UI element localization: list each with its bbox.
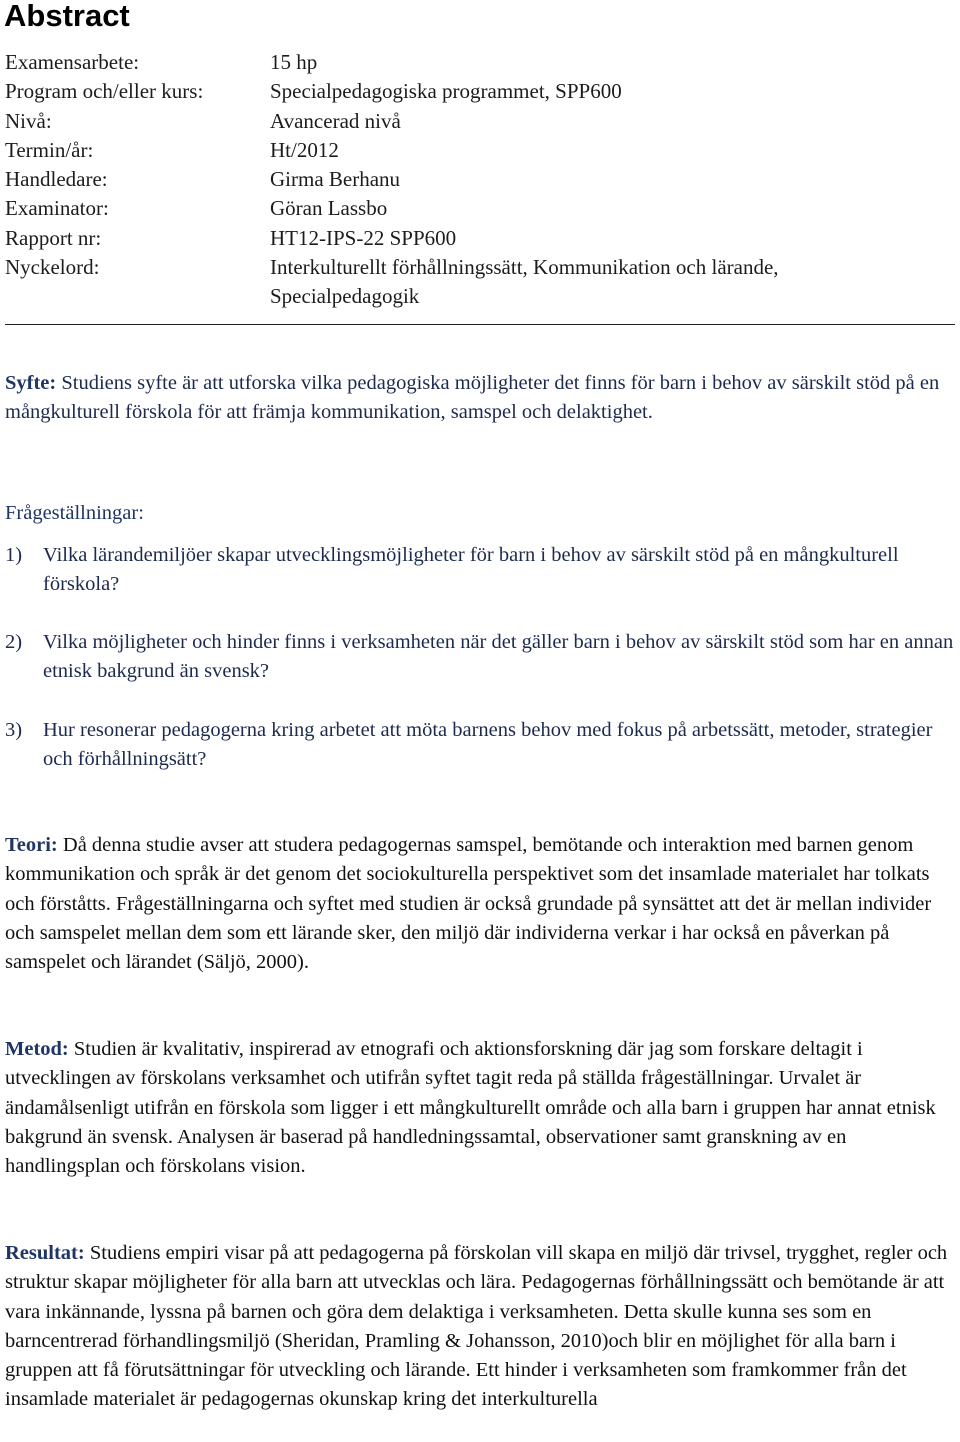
metadata-table bbox=[5, 48, 955, 311]
meta-value: 15 hp bbox=[270, 50, 318, 74]
teori-paragraph bbox=[5, 831, 957, 977]
questions-heading: Frågeställningar: bbox=[5, 502, 144, 524]
meta-value: Interkulturellt förhållningssätt, Kommunikation och lärande, Specialpedagogik bbox=[270, 255, 779, 309]
syfte-text: Studiens syfte är att utforska vilka pedagogiska möjligheter det finns för barn i behov av särskilt stöd på en mångkulturell förskola för att främja kommunikation, samspel och delaktighet. bbox=[5, 372, 940, 424]
question-text: Vilka möjligheter och hinder finns i verksamheten när det gäller barn i behov av särskilt stöd som har en annan etnisk bakgrund än svensk? bbox=[43, 631, 954, 683]
meta-row bbox=[5, 107, 955, 136]
metod-paragraph bbox=[5, 1035, 957, 1181]
syfte-label: Syfte: bbox=[5, 372, 57, 394]
meta-label: Nivå: bbox=[5, 108, 52, 133]
meta-label: Nyckelord: bbox=[5, 255, 100, 280]
metod-label: Metod: bbox=[5, 1038, 69, 1060]
meta-row bbox=[5, 136, 955, 165]
resultat-label: Resultat: bbox=[5, 1242, 85, 1264]
question-item bbox=[5, 541, 957, 600]
meta-label: Handledare: bbox=[5, 167, 108, 192]
syfte-paragraph bbox=[5, 369, 957, 428]
question-item bbox=[5, 628, 957, 687]
meta-label: Rapport nr: bbox=[5, 225, 102, 250]
abstract-heading: Abstract bbox=[4, 0, 130, 33]
question-text: Vilka lärandemiljöer skapar utvecklingsmöjligheter för barn i behov av särskilt stöd på en mångkulturell förskola? bbox=[43, 544, 899, 596]
meta-row bbox=[5, 253, 955, 311]
meta-row bbox=[5, 165, 955, 194]
meta-row bbox=[5, 224, 955, 253]
teori-label: Teori: bbox=[5, 834, 58, 856]
meta-value: Girma Berhanu bbox=[270, 167, 401, 192]
meta-value: Ht/2012 bbox=[270, 137, 339, 162]
meta-row bbox=[5, 48, 955, 77]
question-number: 2) bbox=[5, 631, 23, 653]
meta-label: Program och/eller kurs: bbox=[5, 79, 204, 104]
resultat-text: Studiens empiri visar på att pedagogerna på förskolan vill skapa en miljö där trivsel, trygghet, regler och struktur skapar möjligheter för alla barn att utvecklas och lära. Pedagogernas förhållningssätt och bemötande är att vara inkännande, lyssna på barnen och göra dem delaktiga i verksamheten. Detta skulle kunna ses som en barncentrerad förhandlingsmiljö (Sheridan, Pramling & Johansson, 2010)och blir en möjlighet för alla barn i gruppen att få förutsättningar för utveckling och lärande. Ett hinder i verksamheten som framkommer från det insamlade materialet är pedagogernas okunskap kring det interkulturella bbox=[5, 1242, 948, 1411]
teori-text: Då denna studie avser att studera pedagogernas samspel, bemötande och interaktion med barnen genom kommunikation och språk är det genom det sociokulturella perspektivet som det insamlade materialet har tolkats och förståtts. Frågeställningarna och syftet med studien är också grundade på synsättet att det är mellan individer och samspelet mellan dem som ett lärande sker, den miljö där individerna verkar i har också en påverkan på samspelet och lärandet (Säljö, 2000). bbox=[5, 834, 932, 974]
question-number: 1) bbox=[5, 544, 23, 566]
meta-label: Examinator: bbox=[5, 196, 109, 221]
meta-row bbox=[5, 77, 955, 106]
question-text: Hur resonerar pedagogerna kring arbetet att möta barnens behov med fokus på arbetssätt, metoder, strategier och förhållningsätt? bbox=[43, 719, 933, 771]
resultat-paragraph bbox=[5, 1239, 957, 1415]
horizontal-divider bbox=[5, 324, 955, 325]
meta-label: Examensarbete: bbox=[5, 50, 140, 74]
question-item bbox=[5, 716, 957, 775]
meta-label: Termin/år: bbox=[5, 137, 94, 162]
metod-text: Studien är kvalitativ, inspirerad av etnografi och aktionsforskning där jag som forskare deltagit i utvecklingen av förskolans verksamhet och utifrån syftet tagit reda på ställda frågeställningar. Urvalet är ändamålsenligt utifrån en förskola som ligger i ett mångkulturellt område och alla barn i gruppen har annat etnisk bakgrund än svensk. Analysen är baserad på handledningssamtal, observationer samt granskning av en handlingsplan och förskolans vision. bbox=[5, 1038, 936, 1178]
meta-value: Göran Lassbo bbox=[270, 196, 388, 221]
meta-value: HT12-IPS-22 SPP600 bbox=[270, 225, 457, 250]
meta-value: Avancerad nivå bbox=[270, 108, 401, 133]
question-number: 3) bbox=[5, 719, 23, 741]
meta-value: Specialpedagogiska programmet, SPP600 bbox=[270, 79, 622, 104]
meta-row bbox=[5, 194, 955, 223]
